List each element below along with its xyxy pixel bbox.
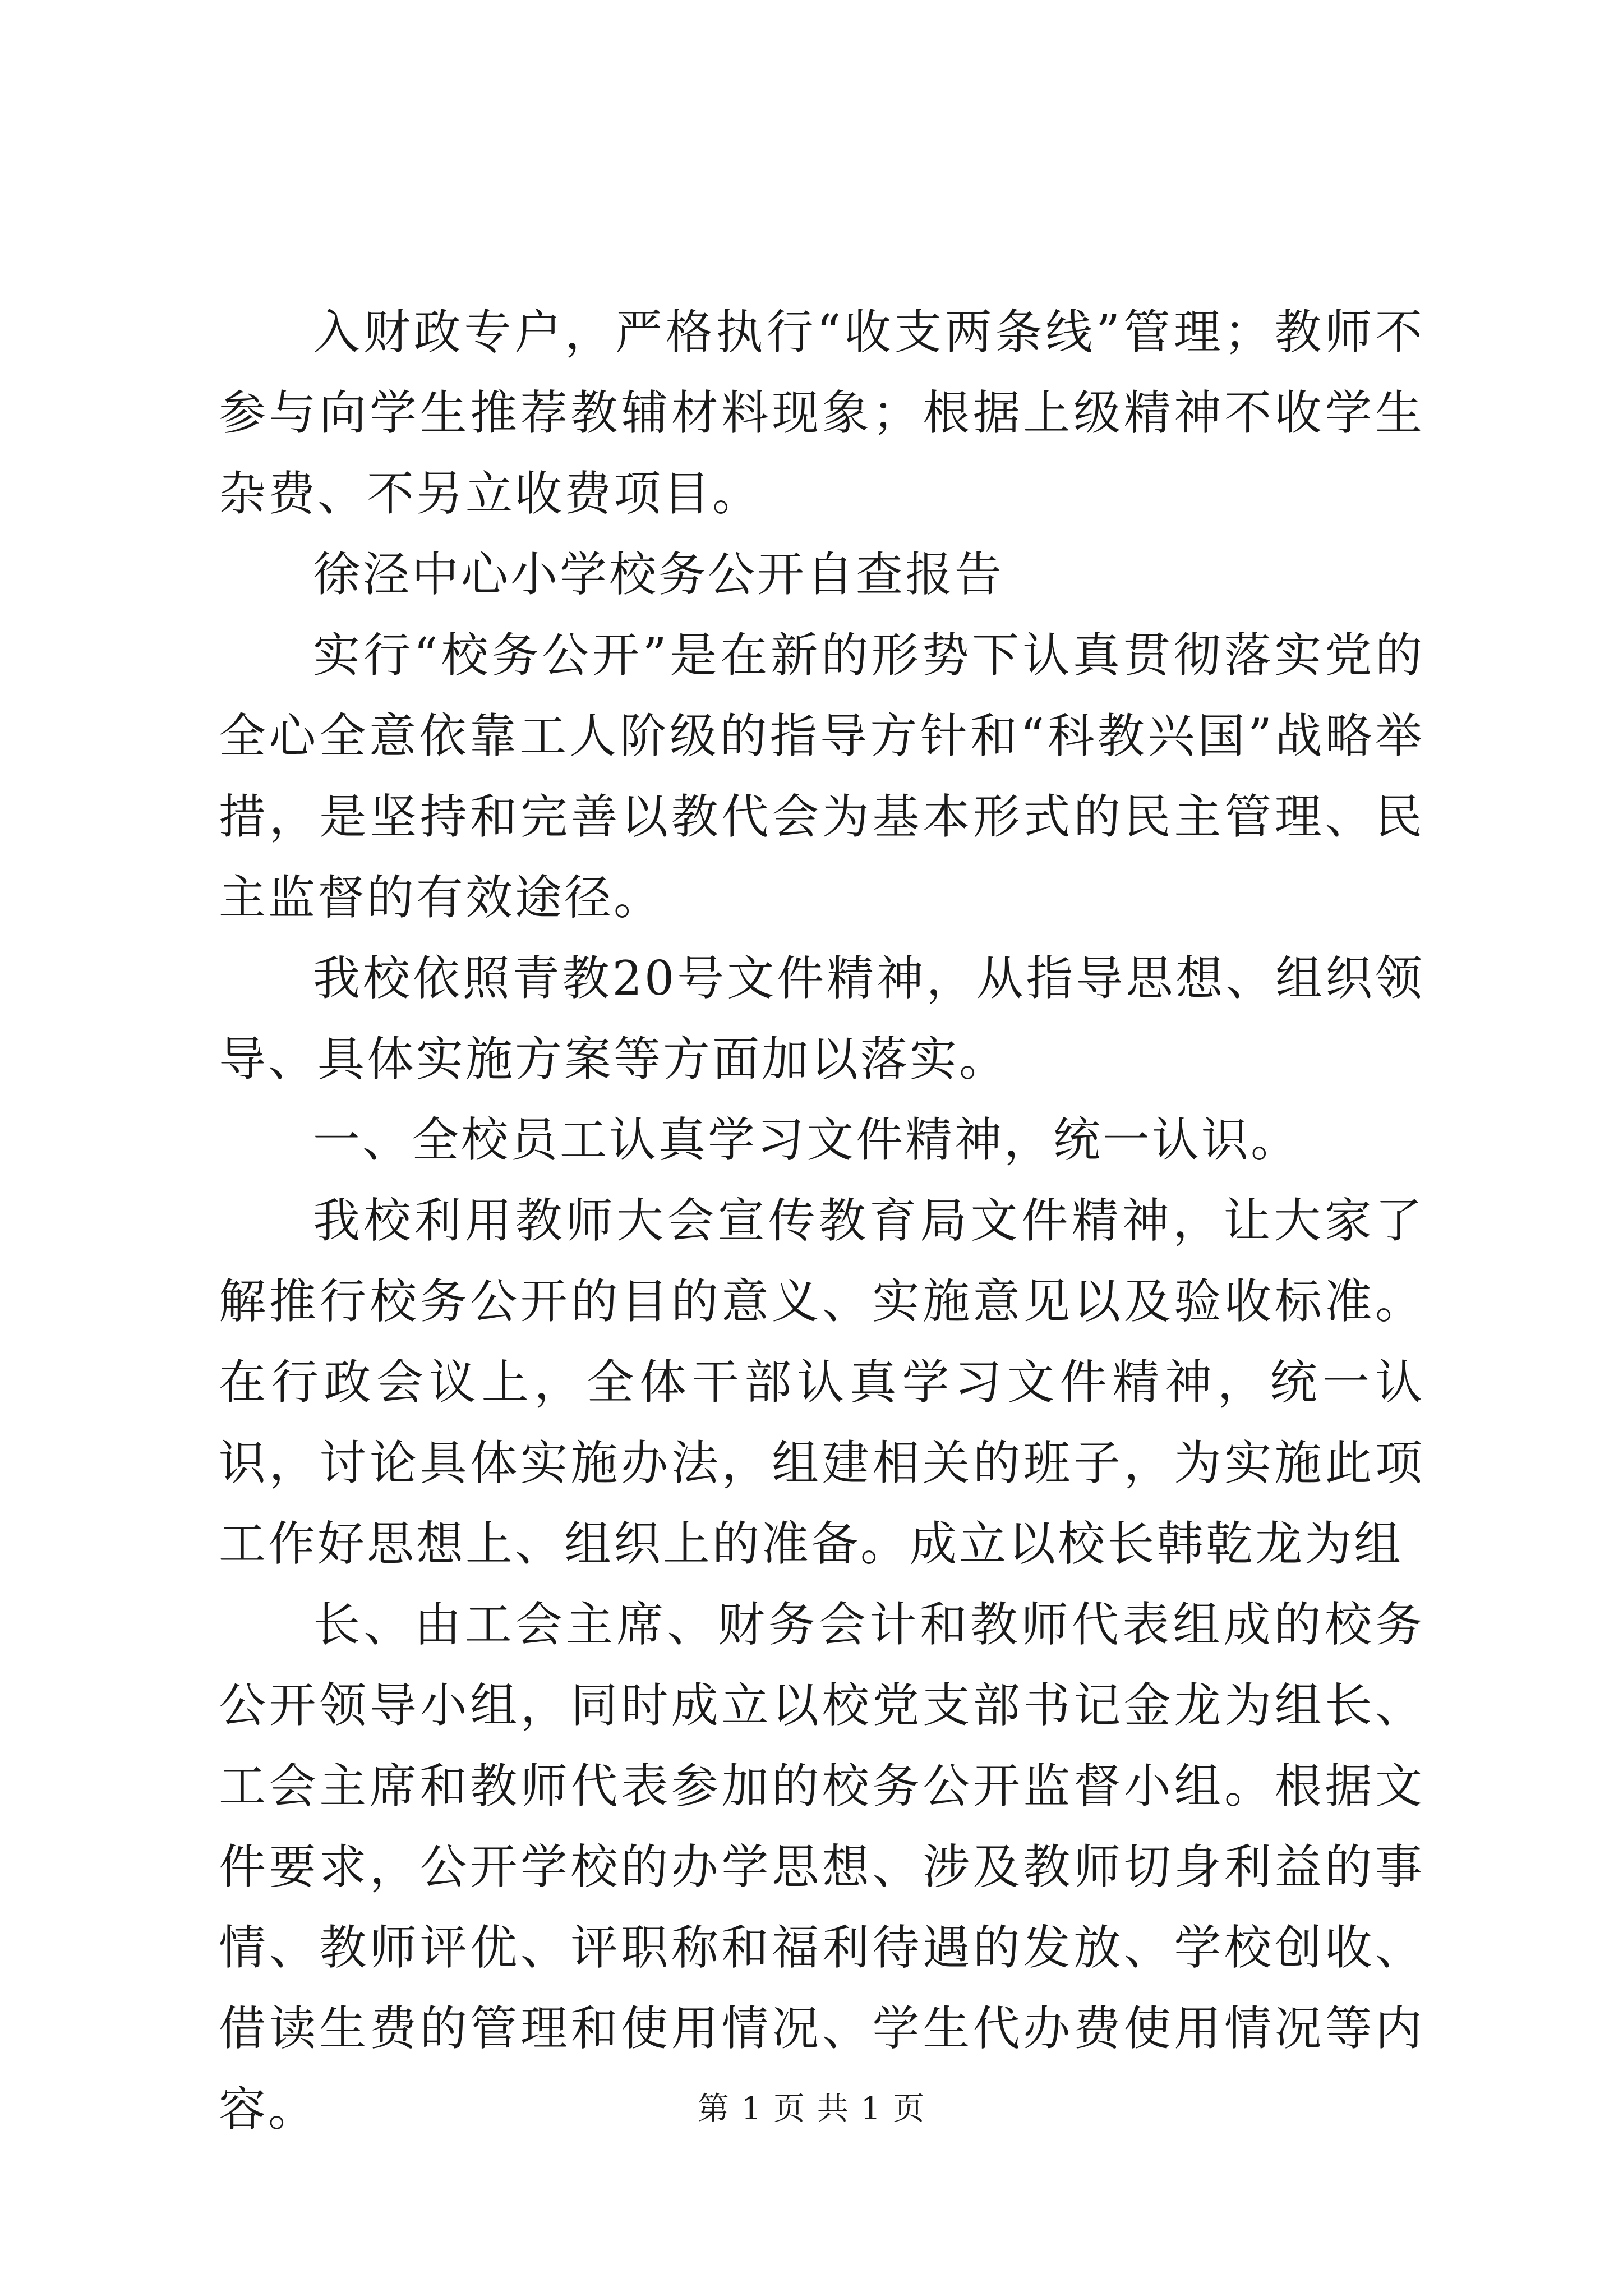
section-heading-1: 一、全校员工认真学习文件精神，统一认识。 bbox=[313, 1112, 1301, 1167]
paragraph-groups: 长、由工会主席、财务会计和教师代表组成的校务公开领导小组，同时成立以校党支部书记金龙为组长、工会主席和教师代表参加的校务公开监督小组。根据文件要求，公开学校的办学思想、涉及教师切身利益的事情、教师评优、评职称和福利待遇的发放、学校创收、借读生费的管理和使用情况、学生代办费使用情况等内容。 bbox=[219, 1597, 1424, 2137]
document-title: 徐泾中心小学校务公开自查报告 bbox=[313, 547, 1004, 602]
paragraph-intro: 实行“校务公开”是在新的形势下认真贯彻落实党的全心全意依靠工人阶级的指导方针和“科教兴国”战略举措，是坚持和完善以教代会为基本形式的民主管理、民主监督的有效途径。 bbox=[219, 628, 1424, 925]
paragraph-implementation: 我校依照青教20号文件精神，从指导思想、组织领导、具体实施方案等方面加以落实。 bbox=[219, 951, 1424, 1087]
paragraph-study: 我校利用教师大会宣传教育局文件精神，让大家了解推行校务公开的目的意义、实施意见以及验收标准。在行政会议上，全体干部认真学习文件精神，统一认识，讨论具体实施办法，组建相关的班子，为实施此项工作好思想上、组织上的准备。成立以校长韩乾龙为组 bbox=[219, 1193, 1424, 1571]
document-body bbox=[219, 292, 1424, 2150]
page-number-footer: 第 1 页 共 1 页 bbox=[697, 2091, 926, 2127]
paragraph-1: 入财政专户，严格执行“收支两条线”管理；教师不参与向学生推荐教辅材料现象；根据上级精神不收学生杂费、不另立收费项目。 bbox=[219, 305, 1424, 521]
